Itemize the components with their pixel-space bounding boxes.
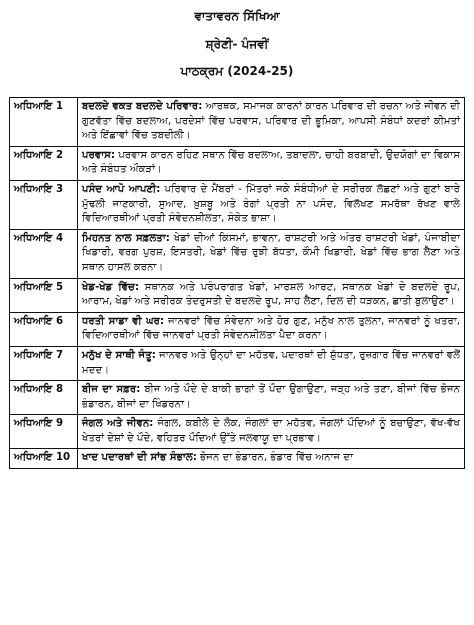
chapter-label: ਅਧਿਆਇ 10 (10, 449, 78, 469)
chapter-description: ਪਰਵਾਸ ਕਾਰਨ ਰਹਿਣ ਸਥਾਨ ਵਿੱਚ ਬਦਲਾਅ, ਤਬਾਦਲਾ, ਚਾਹੀ ਬਰਬਾਦੀ, ਉਦਯੋਗਾਂ ਦਾ ਵਿਕਾਸ ਅਤੇ ਸੰਬੰਧਤ ਔਕੜਾਂ। (82, 149, 460, 176)
chapter-label: ਅਧਿਆਇ 5 (10, 278, 78, 312)
table-row (10, 146, 465, 180)
chapter-title: ਪਰਵਾਸ: (82, 149, 116, 161)
chapter-label: ਅਧਿਆਇ 1 (10, 98, 78, 147)
chapter-content (78, 98, 465, 147)
table-row (10, 278, 465, 312)
chapter-label: ਅਧਿਆਇ 2 (10, 146, 78, 180)
chapter-label: ਅਧਿਆਇ 6 (10, 312, 78, 346)
table-row (10, 180, 465, 229)
chapter-title: ਖੇਡ-ਖੇਡ ਵਿੱਚ: (82, 281, 140, 293)
table-row (10, 229, 465, 278)
chapter-content (78, 278, 465, 312)
chapter-description: ਸਥਾਨਕ ਅਤੇ ਪਰੰਪਰਾਗਤ ਖੇਡਾਂ, ਮਾਰਸ਼ਲ ਆਰਟ, ਸਥਾਨਕ ਖੇਡਾਂ ਦੇ ਬਦਲਦੇ ਰੂਪ, ਆਰਾਮ, ਖੇਡਾਂ ਅਤੇ ਸਰੀਰਕ ਤੰਦਰੁਸਤੀ ਦੇ ਬਦਲਦੇ ਰੂਪ, ਸਾਹ ਲੈਣਾ, ਦਿਲ ਦੀ ਧੜਕਨ, ਛਾਤੀ ਬੁਲਾਉਣਾ। (82, 281, 460, 308)
syllabus-table (9, 97, 465, 469)
chapter-description: ਜਾਨਵਰਾਂ ਵਿੱਚ ਸੰਵੇਦਨਾ ਅਤੇ ਹੋਰ ਗੁਣ, ਮਨੁੱਖ ਨਾਲ ਤੁਲਨਾ, ਜਾਨਵਰਾਂ ਨੂੰ ਖਤਰਾ, ਵਿਦਿਆਰਥੀਆਂ ਵਿੱਚ ਜਾਨਵਰਾਂ ਪ੍ਰਤੀ ਸੰਵੇਦਨਸ਼ੀਲਤਾ ਪੈਦਾ ਕਰਨਾ। (82, 315, 461, 342)
chapter-label: ਅਧਿਆਇ 3 (10, 180, 78, 229)
table-row (10, 381, 465, 415)
syllabus-title: ਪਾਠਕ੍ਰਮ (2024-25) (180, 64, 294, 78)
chapter-title: ਮਿਹਨਤ ਨਾਲ ਸਫ਼ਲਤਾ: (82, 232, 170, 244)
chapter-description: ਖੇਡਾਂ ਦੀਆਂ ਕਿਸਮਾਂ, ਭਾਵਨਾ, ਰਾਸ਼ਟਰੀ ਅਤੇ ਅੰਤਰ ਰਾਸ਼ਟਰੀ ਖੇਡਾਂ, ਪੰਜਾਬੀਦਾ ਖਿਡਾਰੀ, ਵਰਗ ਪੁਰਸ਼, ਇਸਤਰੀ, ਖੇਡਾਂ ਵਿੱਚ ਰੁਝੀ ਬੱਧਤਾ, ਕੌਮੀ ਖਿਡਾਰੀ, ਖੇਡਾਂ ਵਿੱਚ ਭਾਗ ਲੈਣਾ ਅਤੇ ਸਥਾਨ ਹਾਸਲ ਕਰਨਾ। (82, 232, 460, 273)
chapter-description: ਜਾਨਵਰ ਅਤੇ ਉਨ੍ਹਾਂ ਦਾ ਮਹੱਤਵ, ਪਦਾਰਥਾਂ ਦੀ ਸ਼ੁੱਧਤਾ, ਰੁਜ਼ਗਾਰ ਵਿੱਚ ਜਾਨਵਰਾਂ ਵਲੋਂ ਮਦਦ। (82, 349, 460, 376)
table-row (10, 98, 465, 147)
chapter-title: ਖਾਦ ਪਦਾਰਥਾਂ ਦੀ ਸਾਂਭ ਸੰਭਾਲ: (82, 452, 197, 464)
chapter-content (78, 229, 465, 278)
chapter-label: ਅਧਿਆਇ 9 (10, 415, 78, 449)
chapter-content (78, 180, 465, 229)
chapter-label: ਅਧਿਆਇ 7 (10, 346, 78, 380)
chapter-content (78, 146, 465, 180)
chapter-description: ਭੋਜਨ ਦਾ ਭੰਡਾਰਨ, ਭੰਡਾਰ ਵਿੱਚ ਅਨਾਜ ਦਾ (196, 452, 354, 464)
chapter-label: ਅਧਿਆਇ 4 (10, 229, 78, 278)
chapter-description: ਜੰਗਲ, ਕਬੀਲੇ ਦੇ ਲੋਕ, ਜੰਗਲਾਂ ਦਾ ਮਹੱਤਵ, ਜੰਗਲਾਂ ਪੌਦਿਆਂ ਨੂੰ ਬਚਾਉਣਾ, ਵੱਖ-ਵੱਖ ਖੇਤਰਾਂ ਦੇਸ਼ਾਂ ਦੇ ਪੌਦੇ, ਵਹਿਤਰ ਪੌਦਿਆਂ ਉੱਤੇ ਜਲਵਾਯੂ ਦਾ ਪ੍ਰਭਾਵ। (82, 418, 460, 444)
table-row (10, 312, 465, 346)
chapter-title: ਪਸੰਦ ਆਪੋ ਆਪਣੀ: (82, 183, 161, 195)
table-row (10, 415, 465, 449)
class-title: ਸ਼੍ਰੇਣੀ- ਪੰਜਵੀਂ (205, 37, 269, 51)
table-row (10, 449, 465, 469)
table-row (10, 346, 465, 380)
chapter-content (78, 415, 465, 449)
chapter-title: ਮਨੁੱਖ ਦੇ ਸਾਥੀ ਜੰਤੂ: (82, 349, 156, 361)
chapter-content (78, 449, 465, 469)
chapter-description: ਪਰਿਵਾਰ ਦੇ ਮੈਂਬਰਾਂ - ਮਿੱਤਰਾਂ ਜਕੇ ਸੰਬੰਧੀਆਂ ਦੇ ਸਰੀਰਕ ਲੱਛਣਾਂ ਅਤੇ ਗੁਣਾਂ ਬਾਰੇ ਮੁੱਢਲੀ ਜਾਣਕਾਰੀ, ਸੁਆਦ, ਖ਼ੁਸ਼ਬੂ ਅਤੇ ਰੰਗਾਂ ਪ੍ਰਤੀ ਨਾ ਪਸੰਦ, ਵਿਲੱਖਣ ਸਮਰੱਥਾ ਰੱਖਣ ਵਾਲੇ ਵਿਦਿਆਰਥੀਆਂ ਪ੍ਰਤੀ ਸੰਵੇਦਨਸ਼ੀਲਤਾ, ਸੰਕੇਤ ਭਾਸ਼ਾ। (82, 183, 460, 225)
chapter-content (78, 312, 465, 346)
chapter-content (78, 381, 465, 415)
chapter-content (78, 346, 465, 380)
chapter-title: ਜੰਗਲ ਅਤੇ ਜੀਵਨ: (82, 418, 154, 430)
chapter-title: ਬਦਲਦੇ ਵਕਤ ਬਦਲਦੇ ਪਰਿਵਾਰ: (82, 101, 203, 112)
chapter-description: ਆਰਥਕ, ਸਮਾਜਕ ਕਾਰਨਾਂ ਕਾਰਨ ਪਰਿਵਾਰ ਦੀ ਰਚਨਾ ਅਤੇ ਜੀਵਨ ਦੀ ਗੁਣਵੱਤਾ ਵਿੱਚ ਬਦਲਾਅ, ਪਰਦੇਸਾਂ ਵਿੱਚ ਪਰਵਾਸ, ਪਰਿਵਾਰ ਦੀ ਭੂਮਿਕਾ, ਆਪਸੀ ਸੰਬੰਧਾਂ ਕਦਰਾਂ ਕੀਮਤਾਂ ਅਤੇ ਇੱਛਾਵਾਂ ਵਿੱਚ ਤਬਦੀਲੀ। (82, 101, 460, 142)
chapter-label: ਅਧਿਆਇ 8 (10, 381, 78, 415)
subject-title: ਵਾਤਾਵਰਨ ਸਿੱਖਿਆ (194, 9, 280, 23)
chapter-title: ਧਰਤੀ ਸਾਡਾ ਵੀ ਘਰ: (82, 315, 165, 327)
chapter-description: ਬੀਜ ਅਤੇ ਪੌਦੇ ਦੇ ਬਾਕੀ ਭਾਗਾਂ ਤੋਂ ਪੌਦਾ ਉਗਾਉਣਾ, ਜੜ੍ਹ ਅਤੇ ਤਣਾ, ਬੀਜਾਂ ਵਿੱਚ ਭੋਜਨ ਭੰਡਾਰਨ, ਬੀਜਾਂ ਦਾ ਖਿੰਡਰਨਾ। (82, 384, 460, 410)
chapter-title: ਬੀਜ ਦਾ ਸਫ਼ਰ: (82, 384, 141, 396)
